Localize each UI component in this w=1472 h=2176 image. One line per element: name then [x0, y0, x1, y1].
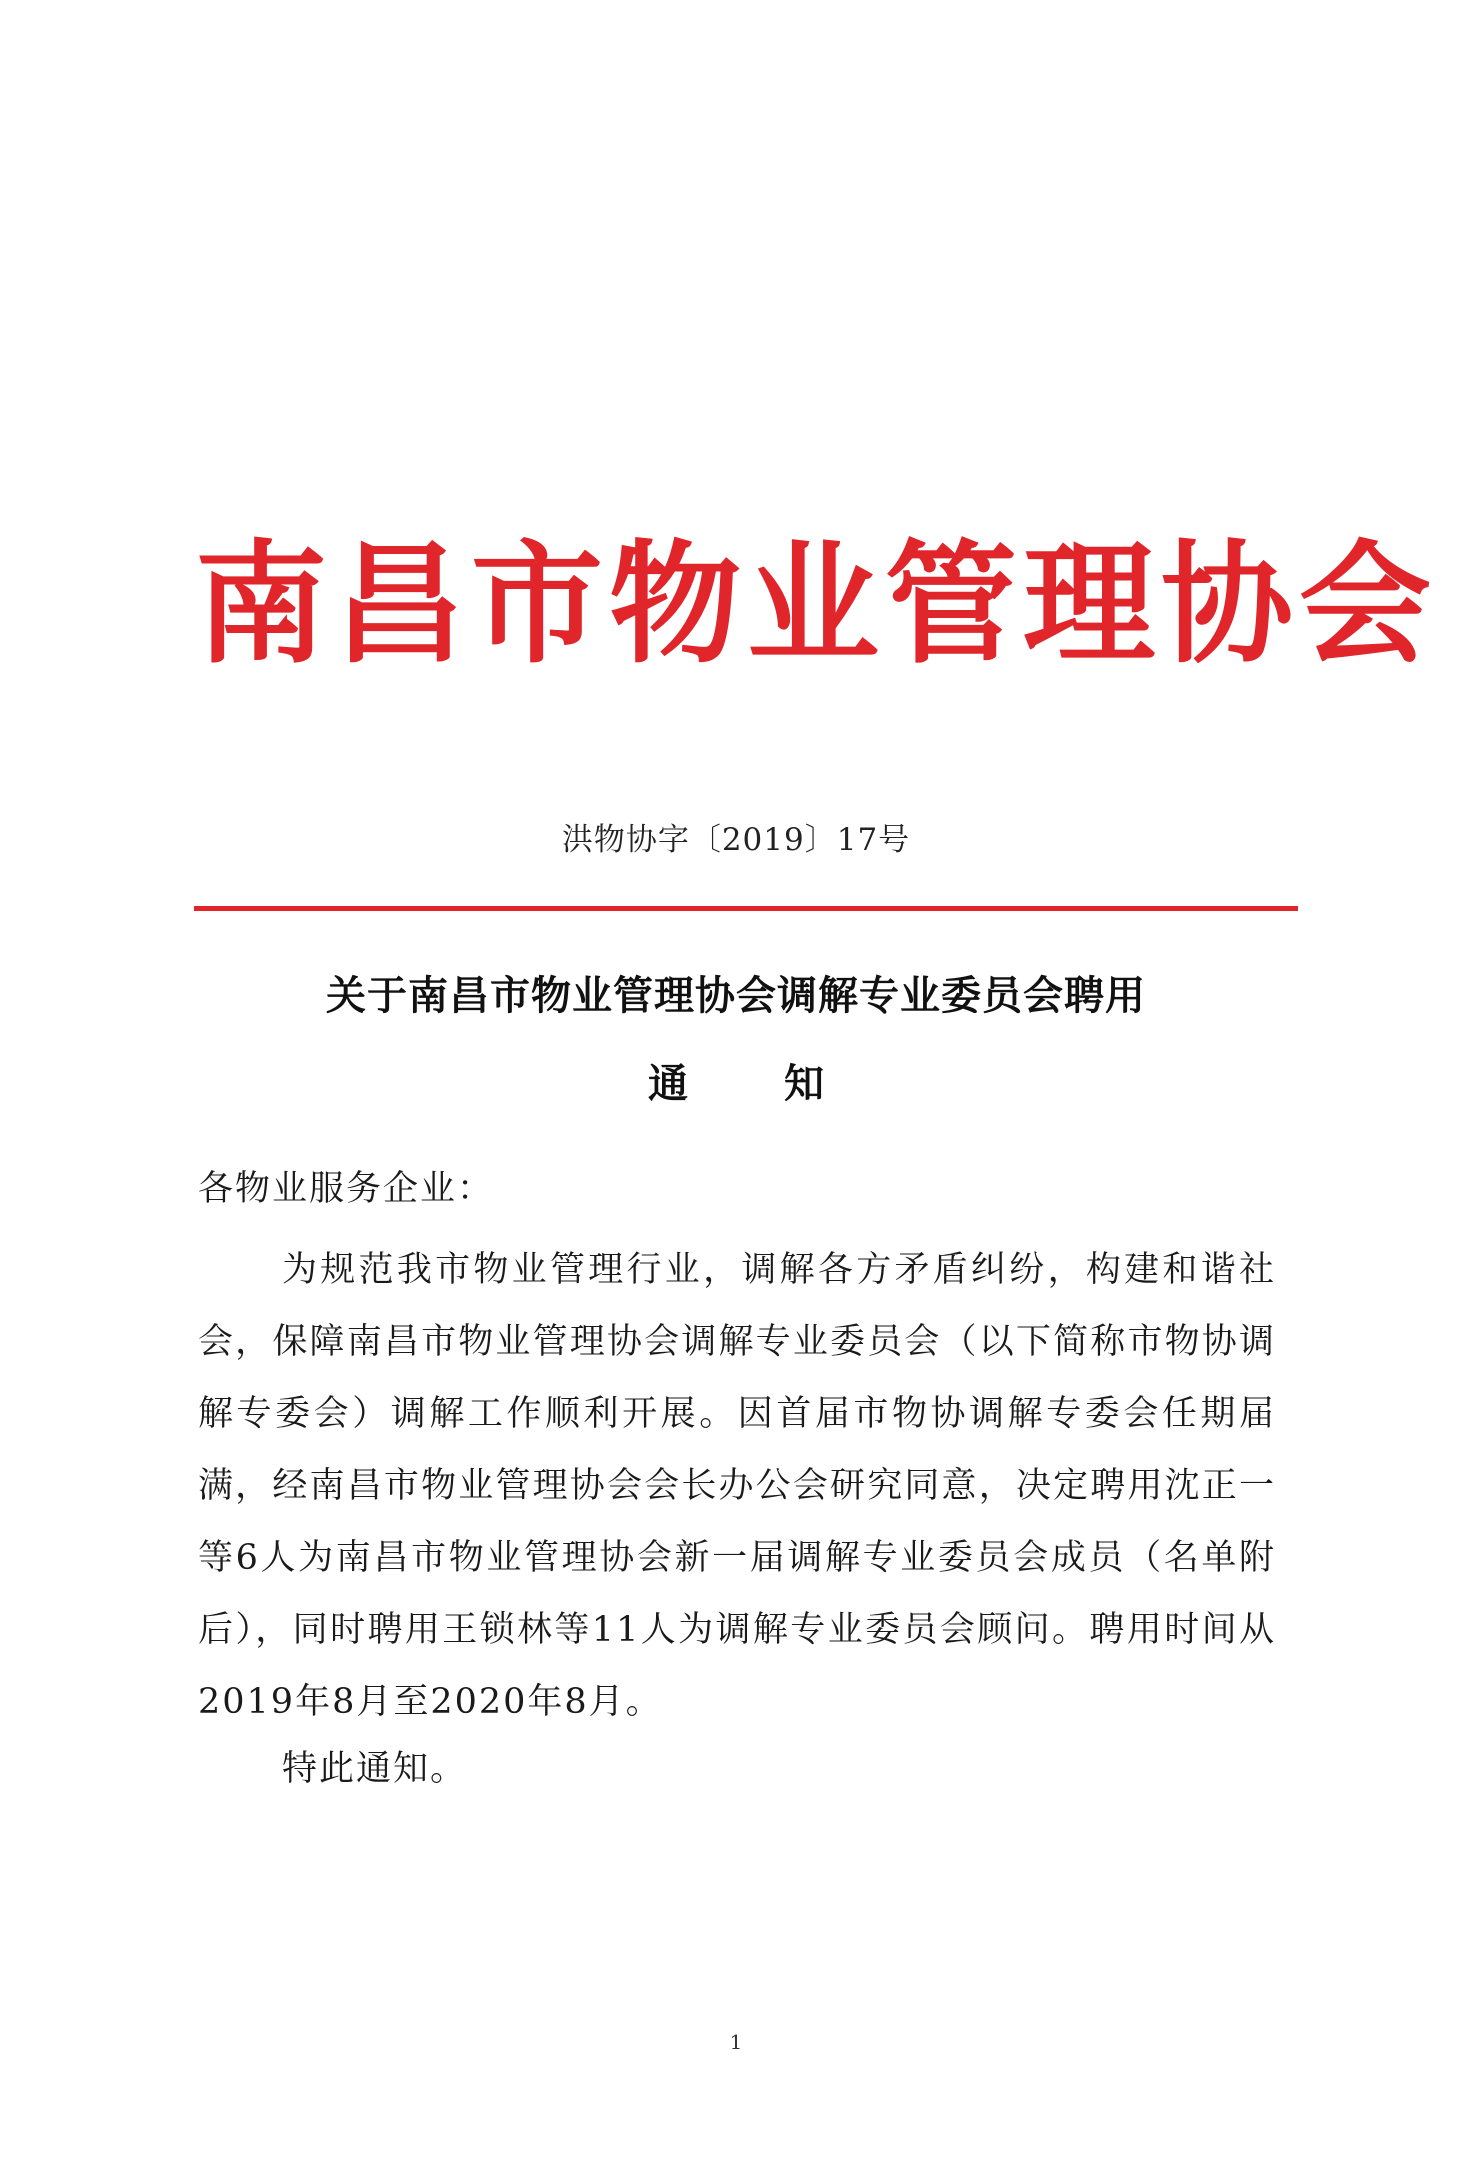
title-notice-char-2: 知 — [784, 1060, 824, 1107]
document-title-notice — [0, 1056, 1472, 1112]
page-number: 1 — [729, 2030, 743, 2054]
document-number: 洪物协字〔2019〕17号 — [561, 822, 911, 858]
red-divider-line — [194, 906, 1298, 911]
document-title: 关于南昌市物业管理协会调解专业委员会聘用 — [326, 972, 1146, 1019]
letterhead-org-name: 南昌市物业管理协会 — [195, 528, 1437, 682]
salutation: 各物业服务企业： — [198, 1169, 495, 1209]
title-notice-char-1: 通 — [648, 1060, 688, 1107]
body-paragraph: 为规范我市物业管理行业，调解各方矛盾纠纷，构建和谐社会，保障南昌市物业管理协会调解专业委员会（以下简称市物协调解专委会）调解工作顺利开展。因首届市物协调解专委会任期届满，经南昌市物业管理协会会长办公会研究同意，决定聘用沈正一等6人为南昌市物业管理协会新一届调解专业委员会成员（名单附后），同时聘用王锁林等11人为调解专业委员会顾问。聘用时间从2019年8月至2020年8月。 — [198, 1250, 1276, 1722]
closing-line: 特此通知。 — [282, 1749, 468, 1789]
